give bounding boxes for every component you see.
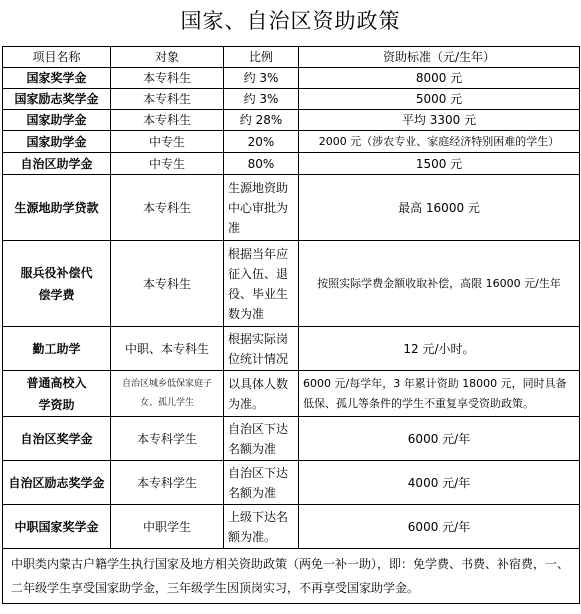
ratio-cell: 上级下达名额为准。 [224, 505, 299, 549]
table-row [3, 461, 580, 505]
ratio-cell: 以具体人数为准。 [224, 371, 299, 417]
ratio-cell: 根据实际岗位统计情况 [224, 327, 299, 371]
policy-note: 中职类内蒙古户籍学生执行国家及地方相关资助政策（两免一补一助），即：免学费、书费、补宿费，一、二年级学生享受国家助学金，三年级学生因顶岗实习，不再享受国家助学金。 [3, 549, 580, 604]
project-name-cell: 自治区助学金 [3, 153, 111, 175]
object-cell: 本专科生 [111, 175, 224, 241]
ratio-cell: 20% [224, 131, 299, 153]
header-standard: 资助标准（元/生年） [299, 47, 580, 68]
object-cell: 中专生 [111, 131, 224, 153]
header-ratio: 比例 [224, 47, 299, 68]
project-name-cell: 服兵役补偿代偿学费 [3, 241, 111, 327]
standard-cell: 6000 元/年 [299, 505, 580, 549]
ratio-cell: 约 28% [224, 110, 299, 131]
object-cell: 本专科生 [111, 241, 224, 327]
standard-cell: 2000 元（涉农专业、家庭经济特别困难的学生） [299, 131, 580, 153]
object-cell: 中专生 [111, 153, 224, 175]
project-name-cell: 生源地助学贷款 [3, 175, 111, 241]
object-cell: 本专科生 [111, 110, 224, 131]
project-name-cell: 勤工助学 [3, 327, 111, 371]
project-name-cell: 国家励志奖学金 [3, 89, 111, 110]
project-name-cell: 普通高校入学资助 [3, 371, 111, 417]
ratio-cell: 约 3% [224, 68, 299, 89]
standard-cell: 按照实际学费金额收取补偿，高限 16000 元/生年 [299, 241, 580, 327]
table-row [3, 89, 580, 110]
standard-cell: 6000 元/每学年，3 年累计资助 18000 元，同时具备低保、孤儿等条件的学生不重复享受资助政策。 [299, 371, 580, 417]
standard-cell: 4000 元/年 [299, 461, 580, 505]
ratio-cell: 根据当年应征入伍、退役、毕业生数为准 [224, 241, 299, 327]
standard-cell: 1500 元 [299, 153, 580, 175]
table-row [3, 417, 580, 461]
table-row [3, 505, 580, 549]
ratio-cell: 生源地资助中心审批为准 [224, 175, 299, 241]
standard-cell: 5000 元 [299, 89, 580, 110]
ratio-cell: 约 3% [224, 89, 299, 110]
object-cell: 本专科学生 [111, 417, 224, 461]
table-note-row [3, 549, 580, 604]
page-title: 国家、自治区资助政策 [180, 9, 401, 33]
table-row [3, 175, 580, 241]
table-row [3, 131, 580, 153]
object-cell: 自治区城乡低保家庭子女、孤儿学生 [111, 371, 224, 417]
project-name-cell: 中职国家奖学金 [3, 505, 111, 549]
header-project-name: 项目名称 [3, 47, 111, 68]
standard-cell: 最高 16000 元 [299, 175, 580, 241]
table-row [3, 68, 580, 89]
project-name-cell: 自治区奖学金 [3, 417, 111, 461]
policy-table [2, 46, 580, 604]
table-row [3, 241, 580, 327]
standard-cell: 12 元/小时。 [299, 327, 580, 371]
project-name-cell: 自治区励志奖学金 [3, 461, 111, 505]
header-object: 对象 [111, 47, 224, 68]
table-row [3, 371, 580, 417]
object-cell: 本专科学生 [111, 461, 224, 505]
standard-cell: 6000 元/年 [299, 417, 580, 461]
project-name-cell: 国家奖学金 [3, 68, 111, 89]
standard-cell: 8000 元 [299, 68, 580, 89]
project-name-cell: 国家助学金 [3, 131, 111, 153]
project-name-cell: 国家助学金 [3, 110, 111, 131]
ratio-cell: 80% [224, 153, 299, 175]
object-cell: 本专科生 [111, 89, 224, 110]
table-row [3, 110, 580, 131]
table-header-row [3, 47, 580, 68]
object-cell: 本专科生 [111, 68, 224, 89]
table-row [3, 327, 580, 371]
standard-cell: 平均 3300 元 [299, 110, 580, 131]
object-cell: 中职、本专科生 [111, 327, 224, 371]
table-row [3, 153, 580, 175]
ratio-cell: 自治区下达名额为准 [224, 461, 299, 505]
object-cell: 中职学生 [111, 505, 224, 549]
ratio-cell: 自治区下达名额为准 [224, 417, 299, 461]
